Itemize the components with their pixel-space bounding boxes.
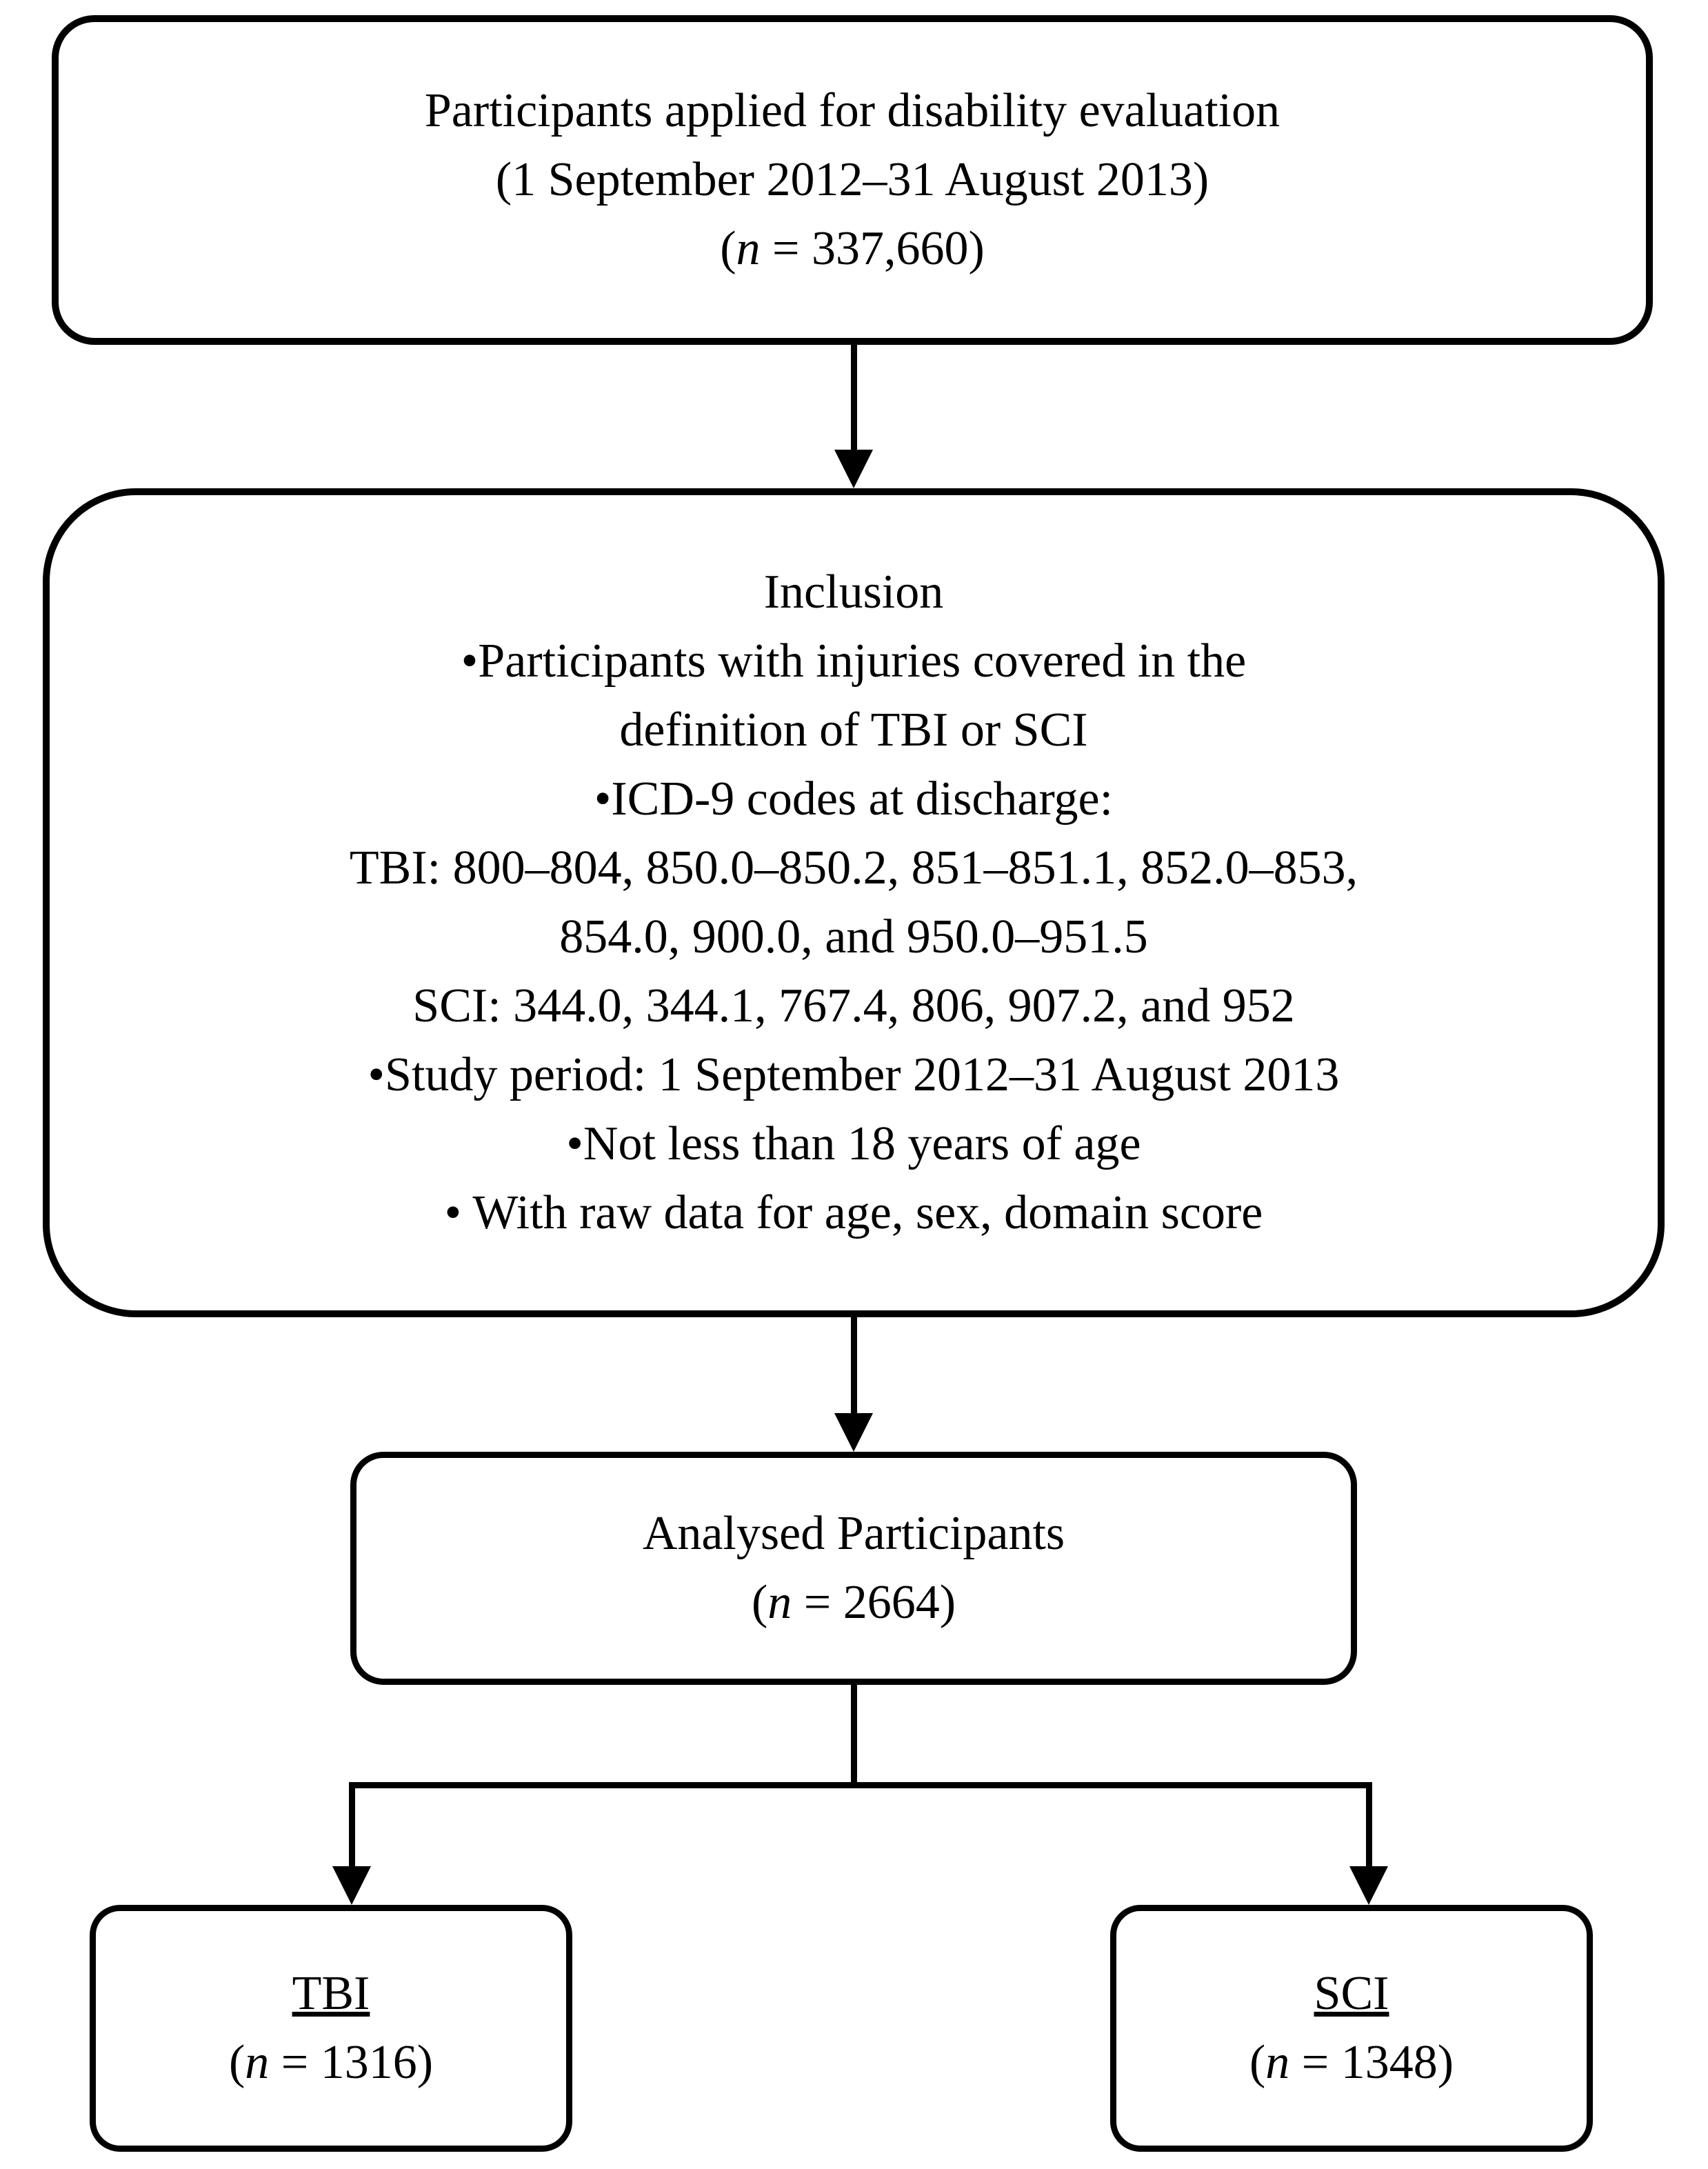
sci-label: SCI — [1314, 1967, 1389, 2020]
sci-box — [1110, 1905, 1593, 2152]
analysed-n-count: (n = 2664) — [751, 1576, 956, 1629]
inclusion-criteria-list — [350, 627, 1358, 1248]
inclusion-line: SCI: 344.0, 344.1, 767.4, 806, 907.2, and 952 — [412, 979, 1295, 1032]
arrow-inclusion-to-analysed-line — [851, 1317, 857, 1417]
inclusion-line: definition of TBI or SCI — [619, 703, 1088, 757]
top-box-title: Participants applied for disability evaluation — [424, 84, 1280, 137]
inclusion-line: 854.0, 900.0, and 950.0–951.5 — [559, 910, 1148, 963]
inclusion-box — [43, 488, 1665, 1317]
arrow-inclusion-to-analysed-head-icon — [834, 1413, 873, 1452]
analysed-box — [350, 1452, 1357, 1685]
analysed-title: Analysed Participants — [642, 1507, 1065, 1560]
arrow-top-to-inclusion-head-icon — [834, 450, 873, 488]
top-box-dates: (1 September 2012–31 August 2013) — [495, 153, 1209, 206]
arrow-branch-tbi-head-icon — [332, 1866, 371, 1905]
arrow-branch-tbi-line — [349, 1782, 355, 1870]
top-box-n-count: (n = 337,660) — [720, 222, 985, 275]
tbi-box — [90, 1905, 572, 2152]
branch-horizontal-line — [349, 1782, 1372, 1788]
tbi-label: TBI — [292, 1967, 370, 2020]
inclusion-line: •Not less than 18 years of age — [566, 1117, 1141, 1170]
top-box — [52, 15, 1653, 345]
sci-n-count: (n = 1348) — [1249, 2036, 1454, 2089]
inclusion-line: • With raw data for age, sex, domain score — [444, 1186, 1263, 1239]
tbi-n-count: (n = 1316) — [228, 2036, 434, 2089]
arrow-branch-sci-head-icon — [1349, 1866, 1388, 1905]
branch-stem-line — [851, 1685, 857, 1788]
arrow-branch-sci-line — [1366, 1782, 1372, 1870]
inclusion-line: •Participants with injuries covered in the — [461, 634, 1247, 688]
inclusion-line: •ICD-9 codes at discharge: — [594, 772, 1114, 826]
inclusion-title: Inclusion — [763, 566, 944, 619]
inclusion-line: TBI: 800–804, 850.0–850.2, 851–851.1, 852.0–853, — [349, 841, 1358, 894]
inclusion-line: •Study period: 1 September 2012–31 August 2013 — [368, 1048, 1340, 1101]
arrow-top-to-inclusion-line — [851, 345, 857, 455]
